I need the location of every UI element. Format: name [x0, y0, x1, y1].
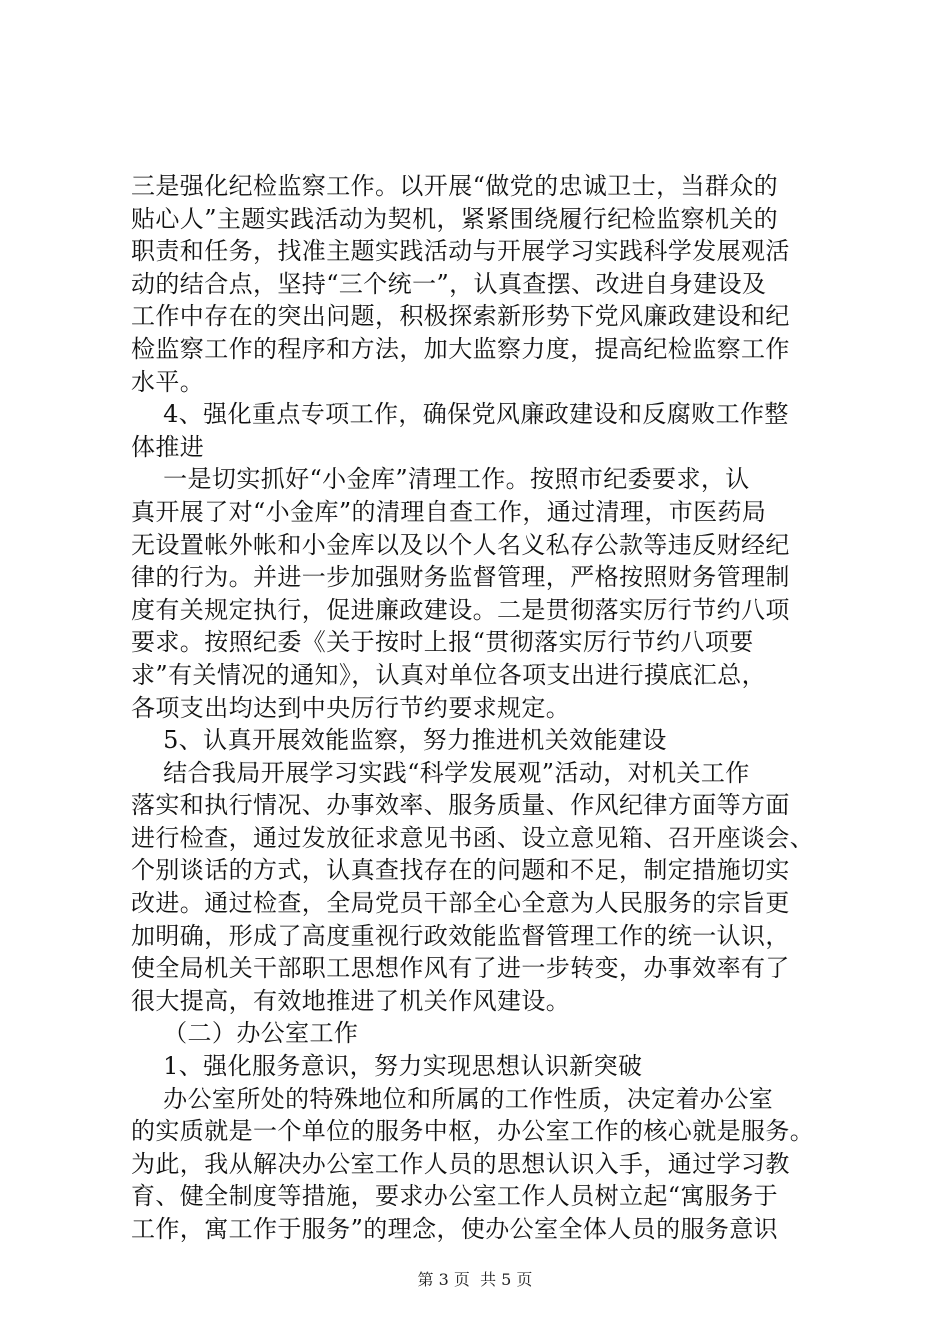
text-line: 贴心人”主题实践活动为契机，紧紧围绕履行纪检监察机关的: [131, 204, 779, 233]
text-line: 个别谈话的方式，认真查找存在的问题和不足，制定措施切实: [131, 856, 790, 885]
page-number-footer: 第 3 页 共 5 页: [417, 1270, 533, 1289]
paragraph-start: 办公室所处的特殊地位和所属的工作性质，决定着办公室: [131, 1084, 774, 1113]
text-line: 职责和任务，找准主题实践活动与开展学习实践科学发展观活: [131, 237, 790, 266]
text-line: 无设置帐外帐和小金库以及以个人名义私存公款等违反财经纪: [131, 530, 790, 559]
text-line: 检监察工作的程序和方法，加大监察力度，提高纪检监察工作: [131, 334, 790, 363]
text-line: 各项支出均达到中央厉行节约要求规定。: [131, 693, 571, 722]
text-line: 求”有关情况的通知》，认真对单位各项支出进行摸底汇总，: [131, 660, 767, 689]
text-line: 为此，我从解决办公室工作人员的思想认识入手，通过学习教: [131, 1149, 790, 1178]
text-line: 真开展了对“小金库”的清理自查工作，通过清理，市医药局: [131, 497, 767, 526]
text-line: 工作，寓工作于服务”的理念，使办公室全体人员的服务意识: [131, 1215, 779, 1243]
text-line: 动的结合点，坚持“三个统一”，认真查摆、改进自身建设及: [131, 269, 767, 298]
text-line: 进行检查，通过发放征求意见书函、设立意见箱、召开座谈会、: [131, 823, 815, 852]
paragraph-start: 一是切实抓好“小金库”清理工作。按照市纪委要求，认: [131, 465, 750, 494]
text-line: 三是强化纪检监察工作。以开展“做党的忠诚卫士，当群众的: [131, 172, 779, 200]
text-line: 育、健全制度等措施，要求办公室工作人员树立起“寓服务于: [131, 1182, 779, 1211]
text-line: 加明确，形成了高度重视行政效能监督管理工作的统一认识，: [131, 921, 790, 950]
section-heading: 5、认真开展效能监察，努力推进机关效能建设: [131, 726, 667, 755]
text-line: 使全局机关干部职工思想作风有了进一步转变，办事效率有了: [131, 954, 790, 983]
section-heading: 1、强化服务意识，努力实现思想认识新突破: [131, 1052, 643, 1081]
section-heading: （二）办公室工作: [131, 1019, 359, 1048]
text-line: 体推进: [131, 432, 205, 461]
text-line: 律的行为。并进一步加强财务监督管理，严格按照财务管理制: [131, 563, 790, 592]
section-heading: 4、强化重点专项工作，确保党风廉政建设和反腐败工作整: [131, 400, 789, 429]
text-line: 落实和执行情况、办事效率、服务质量、作风纪律方面等方面: [131, 791, 790, 820]
text-line: 的实质就是一个单位的服务中枢，办公室工作的核心就是服务。: [131, 1117, 815, 1146]
document-body: [131, 170, 831, 1246]
text-line: 改进。通过检查，全局党员干部全心全意为人民服务的宗旨更: [131, 889, 790, 918]
text-line: 要求。按照纪委《关于按时上报“贯彻落实厉行节约八项要: [131, 628, 754, 657]
text-line: 很大提高，有效地推进了机关作风建设。: [131, 986, 571, 1015]
text-line: 度有关规定执行，促进廉政建设。二是贯彻落实厉行节约八项: [131, 595, 790, 624]
text-line: 水平。: [131, 367, 205, 396]
text-line: 工作中存在的突出问题，积极探索新形势下党风廉政建设和纪: [131, 302, 790, 331]
paragraph-start: 结合我局开展学习实践“科学发展观”活动，对机关工作: [131, 758, 750, 787]
